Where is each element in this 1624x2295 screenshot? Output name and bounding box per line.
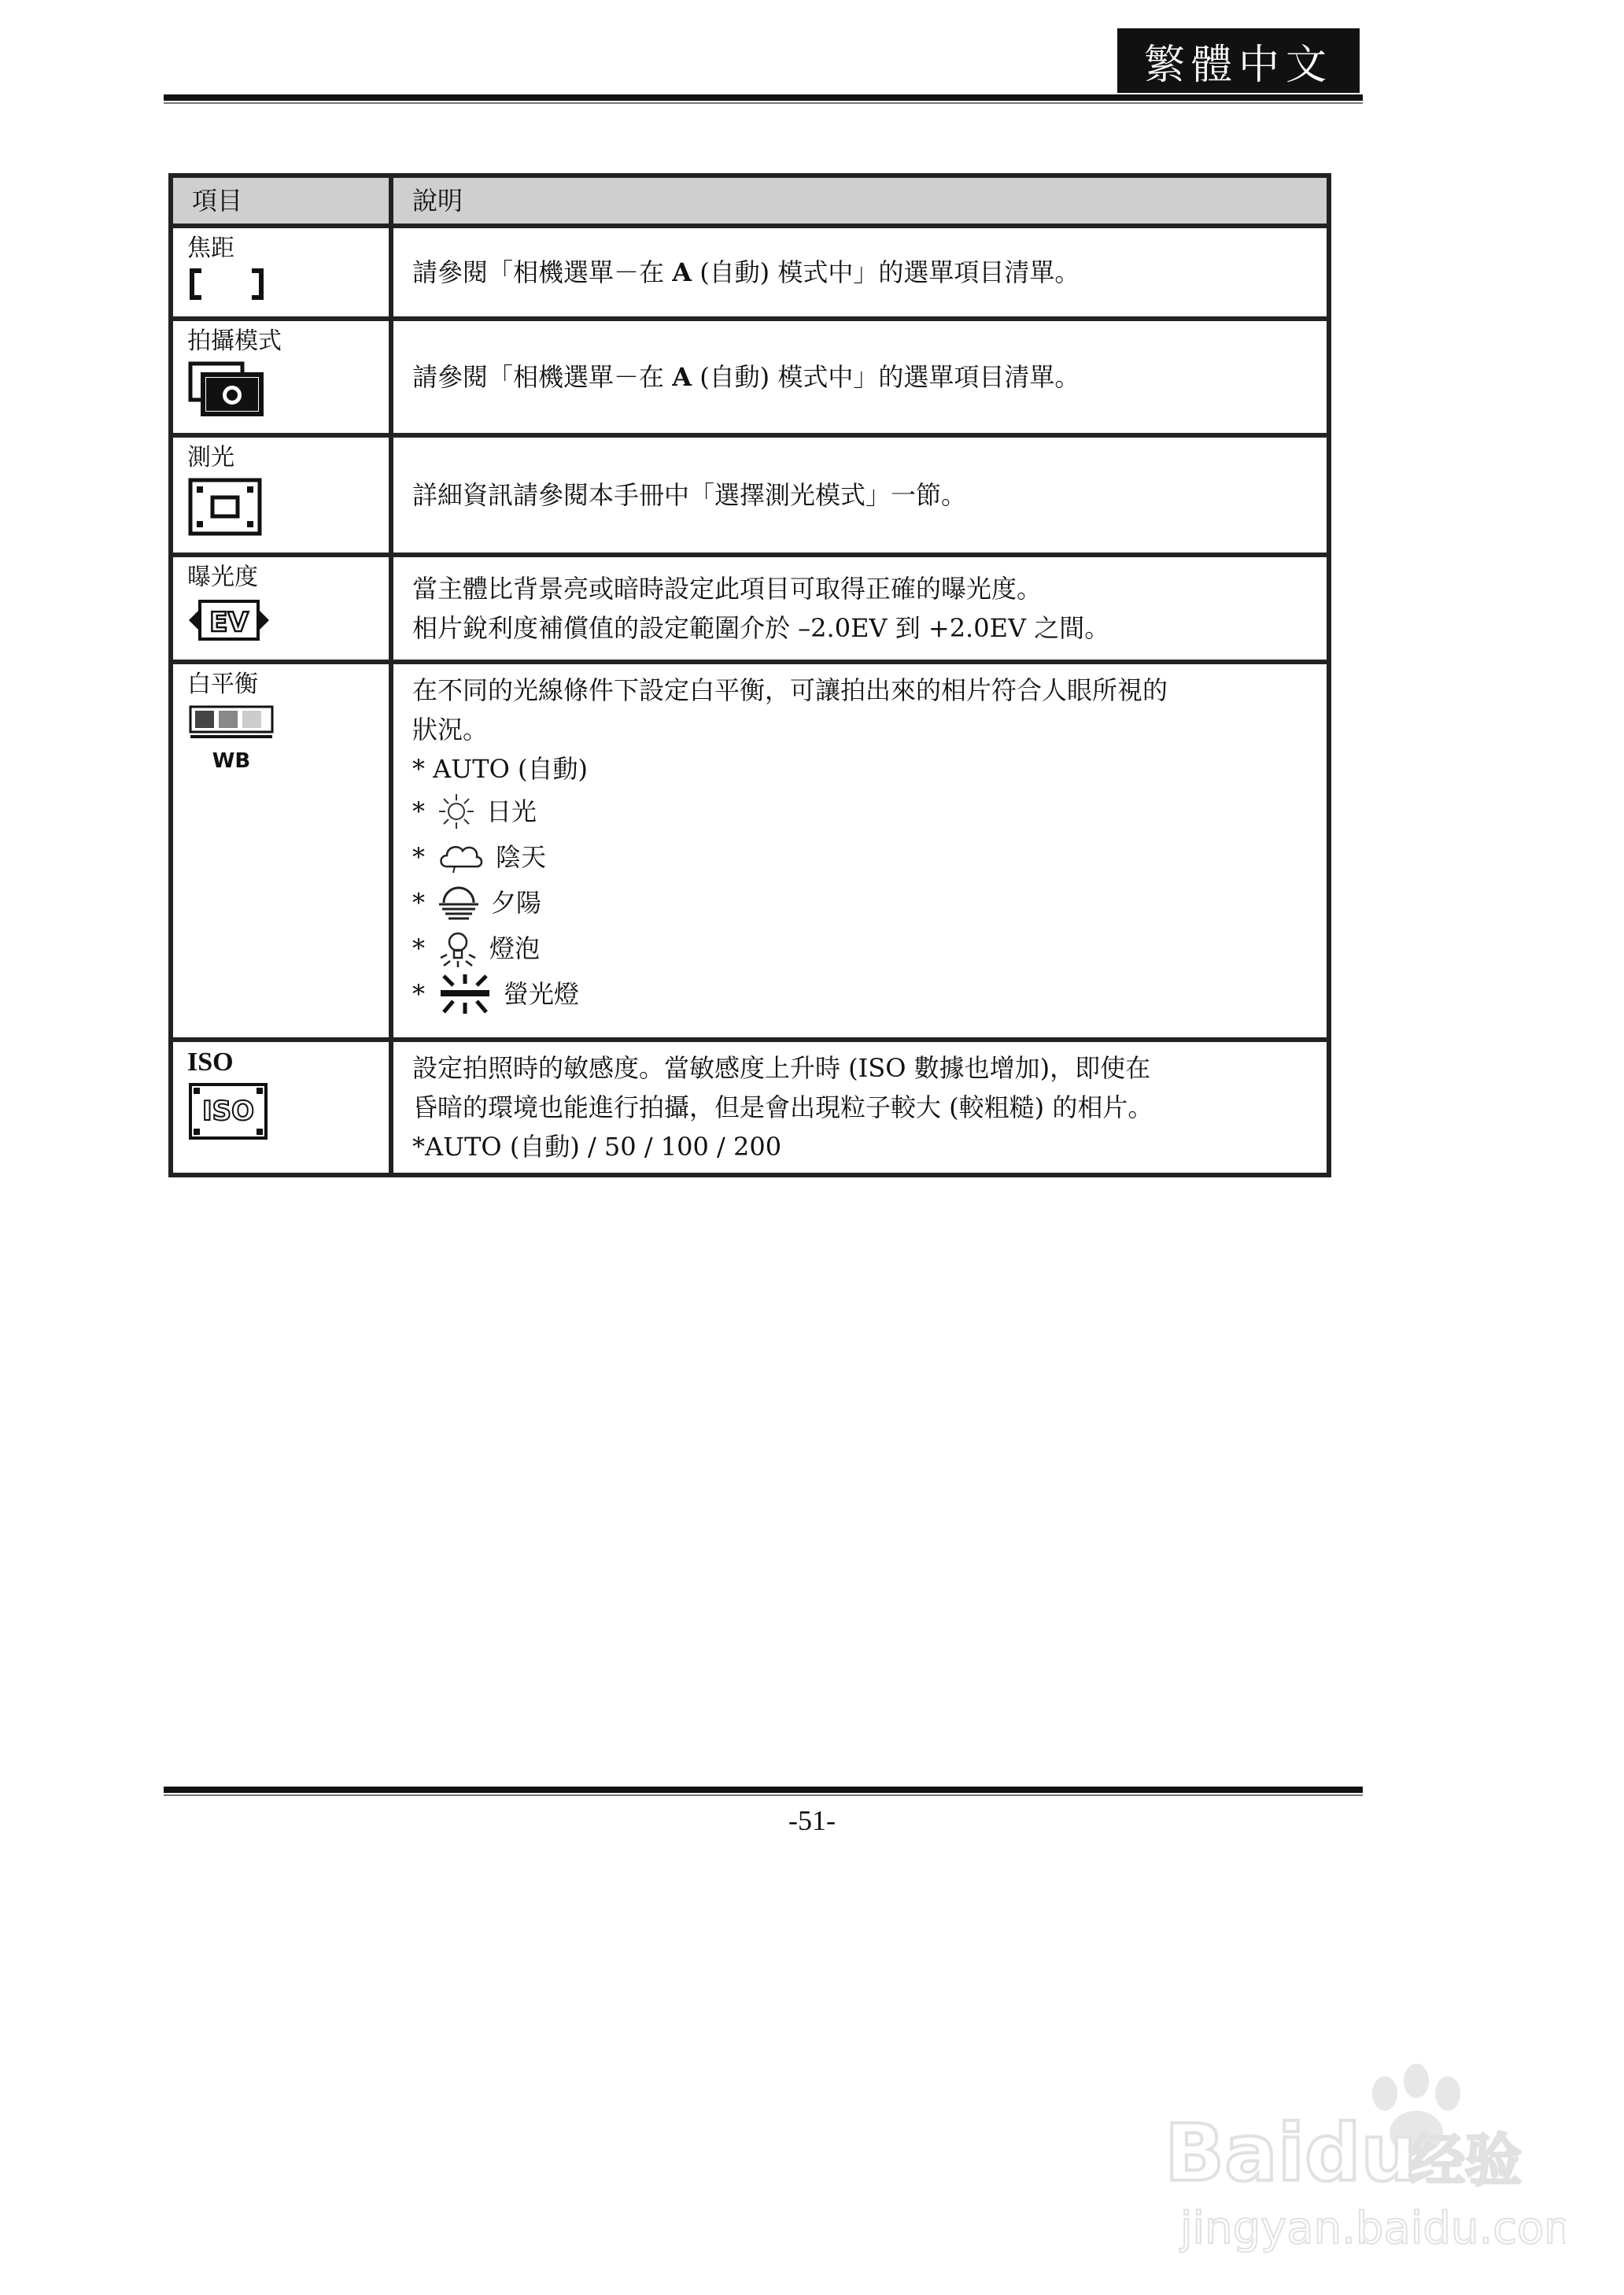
footer-rule-thin: [164, 1794, 1363, 1796]
item-label: 曝光度: [187, 564, 258, 591]
description-cell: 請參閱「相機選單－在 A (自動) 模式中」的選單項目清單。: [391, 226, 1329, 319]
metering-icon: [187, 477, 375, 548]
item-label: ISO: [187, 1048, 234, 1077]
watermark: [1157, 2046, 1566, 2267]
description-cell: 詳細資訊請參閱本手冊中「選擇測光模式」一節。: [391, 435, 1329, 555]
watermark-suffix: 经验: [1408, 2127, 1522, 2193]
header-rule-thin: [164, 102, 1363, 104]
item-label: 白平衡: [187, 671, 258, 698]
item-label: 焦距: [187, 235, 234, 262]
table-header-row: [171, 176, 1329, 226]
focus-bracket-icon: [187, 268, 375, 312]
sun-icon: [437, 793, 475, 830]
description-cell: 設定拍照時的敏感度。當敏感度上升時 (ISO 數據也增加)，即使在 昏暗的環境也能進行拍攝，但是會出現粒子較大 (較粗糙) 的相片。 *AUTO (自動) / 50 / 100 / 200: [391, 1040, 1329, 1175]
sunset-icon: [437, 884, 480, 922]
wb-option-tungsten: * 燈泡: [412, 926, 1308, 971]
header-rule: [164, 94, 1363, 101]
iso-icon: [187, 1081, 269, 1141]
iso-icon-text: ISO: [201, 1096, 255, 1127]
item-cell: [171, 319, 391, 435]
item-cell: [171, 435, 391, 555]
settings-table: [168, 173, 1331, 1177]
svg-text:EV: EV: [209, 607, 249, 638]
item-cell: [171, 555, 391, 662]
page-number: -51-: [788, 1805, 836, 1836]
table-row: [171, 662, 1329, 1040]
item-label: 測光: [187, 444, 234, 471]
language-tab: 繁體中文: [1117, 28, 1360, 93]
wb-option-cloudy: * 陰天: [412, 834, 1308, 880]
wb-option-sunset: * 夕陽: [412, 880, 1308, 926]
wb-icon-text: WB: [212, 749, 251, 773]
watermark-brand: Baidu: [1164, 2107, 1417, 2199]
footer-rule: [164, 1787, 1363, 1793]
table-row: [171, 555, 1329, 662]
cloud-icon: [437, 840, 485, 874]
item-label: 拍攝模式: [187, 327, 282, 355]
wb-option-label: 燈泡: [489, 933, 541, 963]
wb-option-label: 螢光燈: [504, 979, 580, 1009]
description-cell: 在不同的光線條件下設定白平衡，可讓拍出來的相片符合人眼所視的 狀況。 * AUTO (自動) * 日光 * 陰天 * 夕陽 * 燈泡 * 螢光燈: [391, 662, 1329, 1040]
table-row: [171, 319, 1329, 435]
description-cell: 當主體比背景亮或暗時設定此項目可取得正確的曝光度。 相片銳利度補償值的設定範圍介於 –2.0EV 到 +2.0EV 之間。: [391, 555, 1329, 662]
header-description: 說明: [391, 176, 1329, 226]
description-cell: 請參閱「相機選單－在 A (自動) 模式中」的選單項目清單。: [391, 319, 1329, 435]
fluorescent-icon: [437, 973, 493, 1015]
bulb-icon: [437, 928, 478, 969]
item-cell: [171, 226, 391, 319]
wb-option-daylight: * 日光: [412, 789, 1308, 834]
table-row: [171, 1040, 1329, 1175]
wb-option-label: 陰天: [496, 842, 547, 872]
item-cell: [171, 662, 391, 1040]
wb-option-label: 日光: [486, 796, 537, 826]
wb-option-fluorescent: * 螢光燈: [412, 971, 1308, 1017]
ev-icon: [187, 597, 375, 655]
capture-mode-icon: [187, 360, 375, 428]
table-row: [171, 435, 1329, 555]
table-row: [171, 226, 1329, 319]
white-balance-icon: [187, 704, 375, 773]
item-cell: [171, 1040, 391, 1175]
header-item: 項目: [171, 176, 391, 226]
wb-option-label: 夕陽: [491, 888, 542, 918]
watermark-url: jingyan.baidu.com: [1180, 2203, 1566, 2254]
